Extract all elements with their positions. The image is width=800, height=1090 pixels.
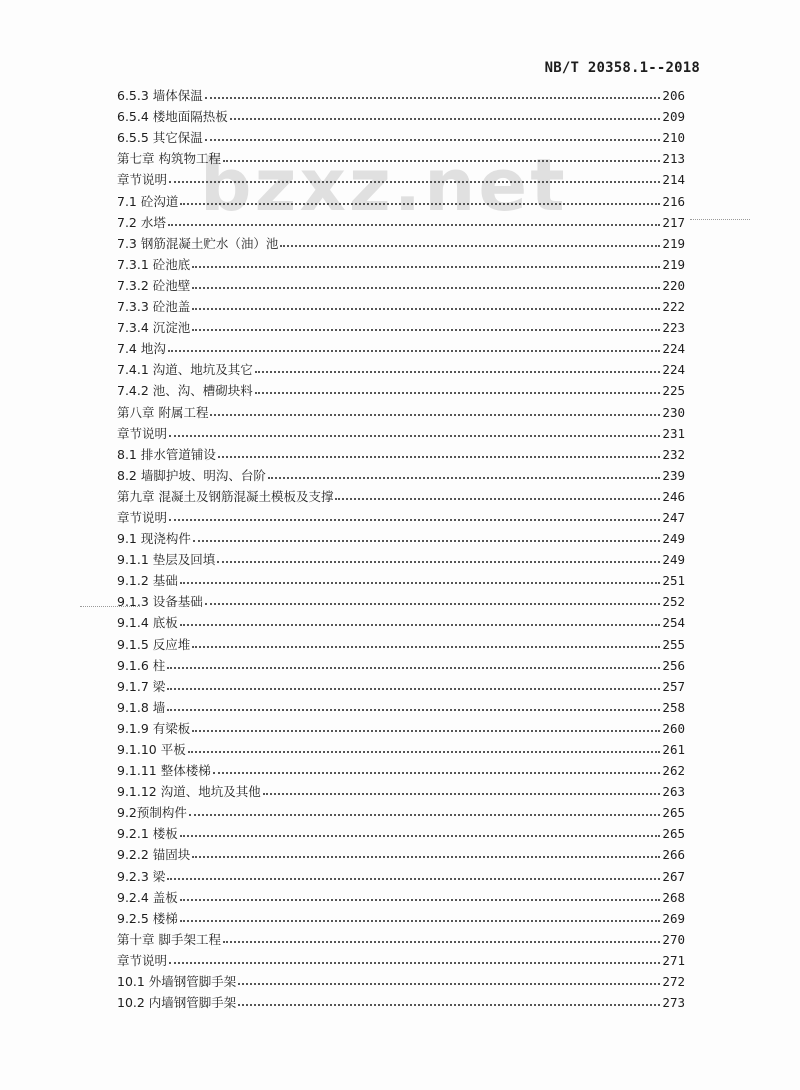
toc-entry-page-number: 231 (662, 425, 685, 441)
dot-leader (238, 983, 660, 985)
toc-entry[interactable] (117, 335, 685, 356)
toc-entry-page-number: 263 (662, 784, 685, 800)
toc-entry-page-number: 270 (662, 931, 685, 947)
toc-entry-title: 7.2 水塔 (117, 214, 166, 230)
dot-leader (167, 667, 660, 669)
dot-leader (230, 118, 661, 120)
toc-entry[interactable] (117, 145, 685, 166)
dot-leader (255, 392, 661, 394)
dot-leader (188, 751, 661, 753)
toc-entry-title: 9.2.5 楼梯 (117, 910, 178, 926)
toc-entry[interactable] (117, 166, 685, 187)
toc-entry[interactable] (117, 398, 685, 419)
toc-entry-page-number: 217 (662, 214, 685, 230)
toc-entry[interactable] (117, 82, 685, 103)
toc-entry-title: 9.1.6 柱 (117, 657, 166, 673)
toc-entry[interactable] (117, 209, 685, 230)
toc-entry-page-number: 251 (662, 573, 685, 589)
toc-entry[interactable] (117, 124, 685, 145)
toc-entry[interactable] (117, 694, 685, 715)
toc-entry-page-number: 256 (662, 657, 685, 673)
watermark: bzxz.net (200, 143, 568, 227)
toc-entry-page-number: 225 (662, 383, 685, 399)
toc-entry-page-number: 219 (662, 256, 685, 272)
toc-entry-title: 7.4.1 沟道、地坑及其它 (117, 362, 253, 378)
dot-leader (169, 519, 660, 521)
toc-entry-page-number: 252 (662, 594, 685, 610)
toc-entry-title: 9.2.1 楼板 (117, 826, 178, 842)
toc-entry-page-number: 224 (662, 362, 685, 378)
toc-entry-page-number: 214 (662, 172, 685, 188)
dot-leader (180, 203, 660, 205)
dot-leader (335, 498, 660, 500)
toc-entry-title: 第八章 附属工程 (117, 404, 209, 420)
toc-entry[interactable] (117, 989, 685, 1010)
toc-entry[interactable] (117, 799, 685, 820)
dot-leader (169, 962, 660, 964)
toc-entry-title: 6.5.4 楼地面隔热板 (117, 109, 228, 125)
toc-entry-title: 8.2 墙脚护坡、明沟、台阶 (117, 467, 266, 483)
toc-entry-page-number: 220 (662, 277, 685, 293)
toc-entry-page-number: 247 (662, 509, 685, 525)
toc-entry-page-number: 269 (662, 910, 685, 926)
toc-entry-page-number: 261 (662, 742, 685, 757)
dot-leader (192, 308, 660, 310)
table-of-contents (117, 82, 685, 1010)
toc-entry-page-number: 273 (662, 995, 685, 1011)
toc-entry[interactable] (117, 546, 685, 567)
toc-entry-title: 7.3.1 砼池底 (117, 256, 191, 272)
toc-entry[interactable] (117, 947, 685, 968)
dot-leader (180, 920, 661, 922)
toc-entry[interactable] (117, 567, 685, 588)
dot-leader (223, 941, 660, 943)
toc-entry-page-number: 266 (662, 847, 685, 863)
toc-entry[interactable] (117, 736, 685, 757)
toc-entry[interactable] (117, 377, 685, 398)
toc-entry-title: 7.4 地沟 (117, 341, 166, 357)
toc-entry-page-number: 254 (662, 615, 685, 631)
dot-leader (218, 456, 661, 458)
toc-entry[interactable] (117, 293, 685, 314)
toc-entry[interactable] (117, 968, 685, 989)
toc-entry-page-number: 268 (662, 889, 685, 905)
toc-entry[interactable] (117, 757, 685, 778)
toc-entry-page-number: 246 (662, 488, 685, 504)
dot-leader (180, 835, 661, 837)
toc-entry-title: 8.1 排水管道铺设 (117, 446, 216, 462)
dot-leader (167, 878, 660, 880)
toc-entry-title: 第十章 脚手架工程 (117, 931, 221, 947)
toc-entry[interactable] (117, 314, 685, 335)
toc-entry[interactable] (117, 588, 685, 609)
toc-entry-title: 9.1.12 沟道、地坑及其他 (117, 784, 261, 800)
toc-entry-title: 9.1.10 平板 (117, 742, 186, 757)
toc-entry-title: 9.1.9 有梁板 (117, 720, 191, 736)
toc-entry[interactable] (117, 820, 685, 841)
toc-entry-title: 章节说明 (117, 509, 168, 525)
dot-leader (167, 709, 660, 711)
toc-entry-page-number: 222 (662, 299, 685, 315)
toc-entry-page-number: 271 (662, 952, 685, 968)
toc-entry[interactable] (117, 187, 685, 208)
toc-entry-title: 9.1.2 基础 (117, 573, 178, 589)
dot-leader (192, 266, 660, 268)
toc-entry-page-number: 262 (662, 763, 685, 779)
toc-entry-page-number: 224 (662, 341, 685, 357)
dot-leader (192, 856, 660, 858)
toc-entry[interactable] (117, 905, 685, 926)
toc-entry-title: 9.2.4 盖板 (117, 889, 178, 905)
toc-entry-title: 10.1 外墙钢管脚手架 (117, 974, 237, 990)
toc-entry-title: 7.3.4 沉淀池 (117, 320, 191, 336)
toc-entry[interactable] (117, 715, 685, 736)
toc-entry-page-number: 230 (662, 404, 685, 420)
toc-entry-page-number: 272 (662, 974, 685, 990)
dot-leader (192, 646, 660, 648)
toc-entry-title: 章节说明 (117, 952, 168, 968)
dot-leader (255, 371, 661, 373)
toc-entry[interactable] (117, 673, 685, 694)
scan-artifact-line (690, 218, 750, 220)
toc-entry-page-number: 223 (662, 320, 685, 336)
toc-entry-title: 章节说明 (117, 172, 168, 188)
dot-leader (169, 435, 660, 437)
dot-leader (168, 224, 661, 226)
document-code-header: NB/T 20358.1--2018 (544, 60, 700, 76)
toc-entry[interactable] (117, 609, 685, 630)
toc-entry-title: 9.1.1 垫层及回填 (117, 552, 216, 568)
toc-entry-title: 7.3.3 砼池盖 (117, 299, 191, 315)
dot-leader (180, 899, 661, 901)
dot-leader (193, 540, 661, 542)
toc-entry-title: 9.1.8 墙 (117, 699, 166, 715)
toc-entry-page-number: 267 (662, 868, 685, 884)
toc-entry[interactable] (117, 841, 685, 862)
toc-entry[interactable] (117, 420, 685, 441)
toc-entry-title: 7.3 钢筋混凝土贮水（油）池 (117, 235, 279, 251)
dot-leader (205, 603, 661, 605)
toc-entry-title: 9.2.2 锚固块 (117, 847, 191, 863)
toc-entry-page-number: 257 (662, 678, 685, 694)
toc-entry[interactable] (117, 462, 685, 483)
dot-leader (205, 97, 661, 99)
toc-entry-title: 第七章 构筑物工程 (117, 151, 221, 167)
toc-entry[interactable] (117, 230, 685, 251)
toc-entry-title: 7.1 砼沟道 (117, 193, 179, 209)
toc-entry-title: 10.2 内墙钢管脚手架 (117, 995, 237, 1011)
dot-leader (192, 329, 660, 331)
toc-entry-title: 9.1.4 底板 (117, 615, 178, 631)
dot-leader (213, 772, 661, 774)
dot-leader (268, 477, 661, 479)
dot-leader (192, 730, 660, 732)
toc-entry-title: 9.1.5 反应堆 (117, 636, 191, 652)
toc-entry-page-number: 219 (662, 235, 685, 251)
toc-entry-title: 章节说明 (117, 425, 168, 441)
dot-leader (192, 287, 660, 289)
toc-entry-title: 6.5.3 墙体保温 (117, 88, 203, 104)
toc-entry-page-number: 265 (662, 826, 685, 842)
dot-leader (217, 561, 660, 563)
toc-entry[interactable] (117, 103, 685, 124)
toc-entry-title: 7.3.2 砼池壁 (117, 277, 191, 293)
toc-entry-title: 6.5.5 其它保温 (117, 130, 203, 146)
dot-leader (280, 245, 660, 247)
dot-leader (223, 160, 660, 162)
dot-leader (238, 1004, 660, 1006)
toc-entry-title: 9.1.11 整体楼梯 (117, 763, 211, 779)
dot-leader (205, 139, 661, 141)
toc-entry-title: 9.1 现浇构件 (117, 531, 191, 547)
toc-entry[interactable] (117, 778, 685, 799)
toc-entry[interactable] (117, 483, 685, 504)
toc-entry-page-number: 213 (662, 151, 685, 167)
toc-entry-page-number: 209 (662, 109, 685, 125)
toc-entry-page-number: 239 (662, 467, 685, 483)
toc-entry[interactable] (117, 862, 685, 883)
toc-entry[interactable] (117, 630, 685, 651)
toc-entry[interactable] (117, 652, 685, 673)
toc-entry[interactable] (117, 926, 685, 947)
toc-entry[interactable] (117, 504, 685, 525)
toc-entry-title: 9.2.3 梁 (117, 868, 166, 884)
toc-entry[interactable] (117, 272, 685, 293)
toc-entry[interactable] (117, 356, 685, 377)
toc-entry-page-number: 232 (662, 446, 685, 462)
toc-entry[interactable] (117, 441, 685, 462)
dot-leader (263, 793, 661, 795)
toc-entry-title: 9.1.3 设备基础 (117, 594, 203, 610)
toc-entry-page-number: 210 (662, 130, 685, 146)
toc-entry[interactable] (117, 525, 685, 546)
toc-entry-title: 9.2预制构件 (117, 805, 187, 821)
toc-entry[interactable] (117, 251, 685, 272)
toc-entry[interactable] (117, 884, 685, 905)
toc-entry-page-number: 206 (662, 88, 685, 104)
toc-entry-title: 7.4.2 池、沟、槽砌块料 (117, 383, 253, 399)
dot-leader (168, 350, 661, 352)
dot-leader (169, 181, 660, 183)
dot-leader (180, 624, 661, 626)
toc-entry-page-number: 249 (662, 531, 685, 547)
toc-entry-page-number: 260 (662, 720, 685, 736)
toc-entry-page-number: 216 (662, 193, 685, 209)
dot-leader (180, 582, 661, 584)
dot-leader (210, 414, 660, 416)
dot-leader (189, 814, 661, 816)
dot-leader (167, 688, 660, 690)
toc-entry-title: 9.1.7 梁 (117, 678, 166, 694)
toc-entry-page-number: 249 (662, 552, 685, 568)
toc-entry-title: 第九章 混凝土及钢筋混凝土模板及支撑 (117, 488, 334, 504)
toc-entry-page-number: 255 (662, 636, 685, 652)
toc-entry-page-number: 258 (662, 699, 685, 715)
toc-entry-page-number: 265 (662, 805, 685, 821)
